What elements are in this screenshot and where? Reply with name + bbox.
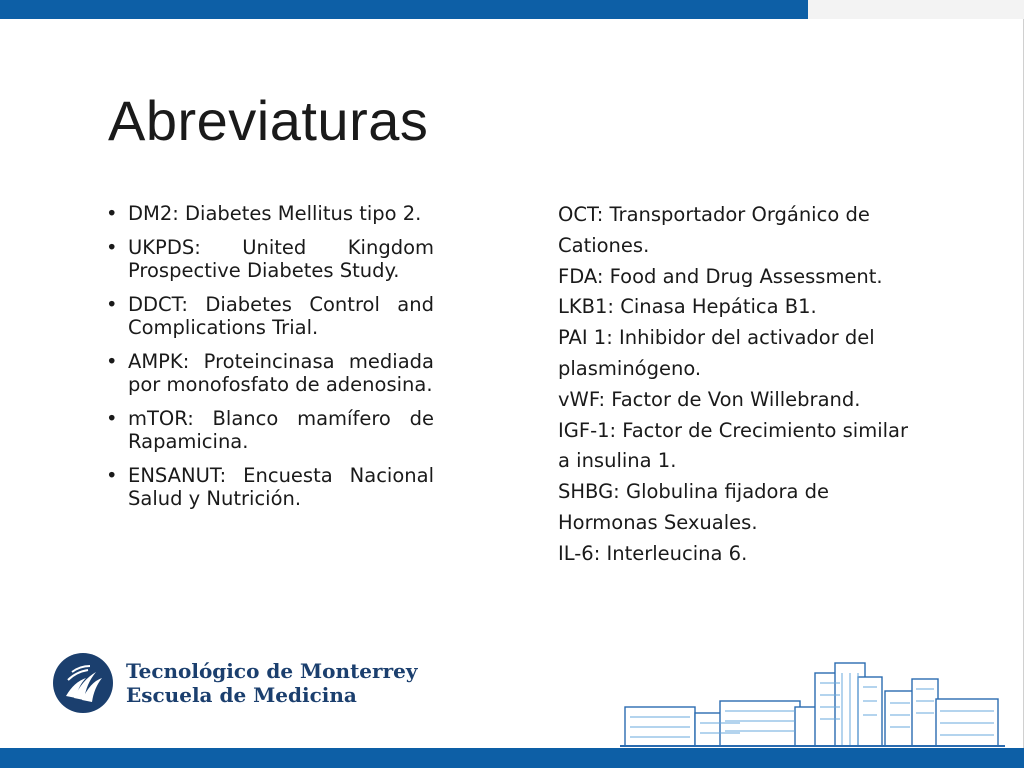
slide-title: Abreviaturas: [108, 89, 429, 152]
abbreviation-line: vWF: Factor de Von Willebrand.: [558, 387, 861, 411]
bullet-icon: •: [106, 350, 118, 373]
list-item: [104, 202, 434, 225]
bullet-icon: •: [106, 202, 118, 225]
bullet-icon: •: [106, 293, 118, 316]
list-item-text: DDCT: Diabetes Control and Complications Trial.: [128, 293, 434, 339]
hospital-buildings-illustration: [620, 655, 1005, 747]
list-item-text: AMPK: Proteincinasa mediada por monofosfato de adenosina.: [128, 350, 434, 396]
institution-name: Tecnológico de Monterrey: [126, 659, 418, 683]
list-item: [104, 236, 434, 282]
abbreviation-line: SHBG: Globulina fijadora de Hormonas Sexuales.: [558, 480, 829, 534]
abbreviation-line: FDA: Food and Drug Assessment.: [558, 264, 883, 288]
bullet-icon: •: [106, 236, 118, 259]
abbreviation-line: IL-6: Interleucina 6.: [558, 541, 748, 565]
list-item: [104, 350, 434, 396]
header-accent-bar: [0, 0, 808, 19]
header-gray-block: [808, 0, 1024, 19]
bullet-icon: •: [106, 407, 118, 430]
school-name: Escuela de Medicina: [126, 683, 357, 707]
list-item-text: DM2: Diabetes Mellitus tipo 2.: [128, 202, 422, 225]
tec-flame-logo-icon: [52, 652, 114, 714]
abbreviation-line: OCT: Transportador Orgánico de Cationes.: [558, 203, 870, 257]
abbreviation-line: LKB1: Cinasa Hepática B1.: [558, 295, 817, 319]
institution-logo: [52, 652, 417, 714]
list-item-text: UKPDS: United Kingdom Prospective Diabetes Study.: [128, 236, 434, 282]
list-item: [104, 407, 434, 453]
list-item-text: mTOR: Blanco mamífero de Rapamicina.: [128, 407, 434, 453]
abbreviation-list-left: [104, 202, 434, 521]
bullet-icon: •: [106, 464, 118, 487]
footer-accent-bar: [0, 748, 1024, 768]
abbreviation-list-right: [558, 200, 918, 570]
abbreviation-line: PAI 1: Inhibidor del activador del plasminógeno.: [558, 326, 875, 380]
abbreviation-line: IGF-1: Factor de Crecimiento similar a insulina 1.: [558, 418, 909, 473]
list-item: [104, 464, 434, 510]
list-item: [104, 293, 434, 339]
list-item-text: ENSANUT: Encuesta Nacional Salud y Nutrición.: [128, 464, 434, 510]
